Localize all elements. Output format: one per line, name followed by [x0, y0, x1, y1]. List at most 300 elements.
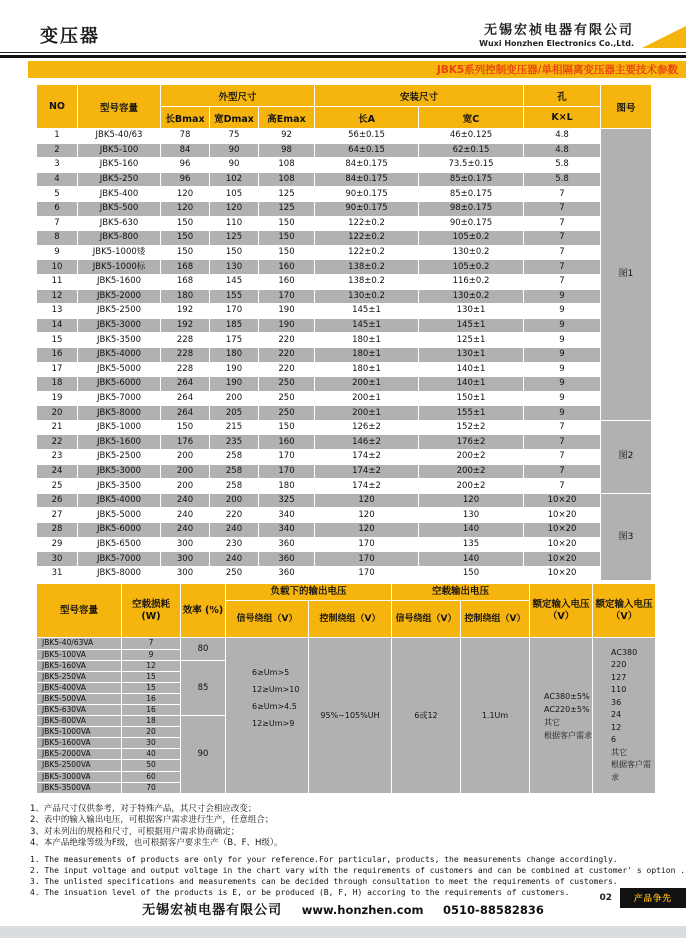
page-number: 02: [599, 893, 612, 903]
col-header-rated-input-1: 额定输入电压（V）: [530, 584, 592, 637]
elec-model-cell: JBK5-3000VA: [37, 772, 121, 782]
dim-cell: 24: [37, 465, 77, 479]
dim-cell: 200: [176, 480, 194, 491]
dim-cell: 120: [315, 494, 418, 508]
dim-cell: 9: [524, 290, 600, 304]
elec-table-body: [37, 638, 655, 792]
rated-input-voltage-cell-1-line: 其它: [544, 717, 561, 727]
dim-cell: 138±0.2: [315, 260, 418, 274]
dim-cell: 3: [54, 159, 60, 170]
dim-cell: 120: [161, 202, 209, 216]
note-en-line: 4. The insuation level of the products is E, or be produced (B, F, H) accoring to the requirements of customers.: [30, 887, 570, 897]
col-header-rated-input-2: 额定输入电压（V）: [593, 584, 655, 637]
rated-input-voltage-cell-1: [530, 638, 592, 792]
elec-loss-cell: 18: [122, 716, 180, 726]
col-header-hole-kl: K×L: [524, 107, 600, 128]
company-name-en: Wuxi Honzhen Electronics Co.,Ltd.: [479, 38, 634, 48]
rated-input-voltage-cell-1-line: AC220±5%: [544, 704, 590, 714]
dim-cell: 29: [51, 538, 63, 549]
dim-cell: 160: [259, 435, 314, 449]
dim-cell: 130±1: [456, 305, 486, 316]
dim-cell: 10×20: [547, 509, 577, 520]
dim-cell: 120: [358, 509, 375, 520]
dim-cell: 7: [559, 451, 565, 462]
elec-model-cell: JBK5-500VA: [37, 694, 121, 704]
dim-table-row: [37, 538, 651, 552]
dim-cell: 130±0.2: [315, 290, 418, 304]
dim-cell: 228: [161, 348, 209, 362]
col-header-width-c: 宽C: [419, 107, 523, 128]
dim-cell: JBK5-4000: [78, 348, 160, 362]
dim-cell: 174±2: [352, 451, 381, 462]
elec-loss-cell: 15: [122, 683, 180, 693]
dim-cell: 16: [37, 348, 77, 362]
dim-table-row: [37, 260, 651, 274]
dim-table-row: [37, 129, 651, 143]
dim-cell: JBK5-160: [99, 159, 139, 170]
dim-cell: 145±1: [419, 319, 523, 333]
dim-table-row: [37, 304, 651, 318]
dim-cell: 108: [278, 159, 295, 170]
dim-cell: JBK5-1600: [78, 435, 160, 449]
dim-cell: 360: [278, 568, 295, 579]
dim-table-row: [37, 392, 651, 406]
dim-cell: 130±1: [419, 348, 523, 362]
elec-loss-cell: 15: [122, 672, 180, 682]
col-header-noload-control-winding: 控制绕组（V）: [461, 601, 529, 637]
dim-cell: JBK5-3000: [78, 319, 160, 333]
dim-cell: 7: [524, 202, 600, 216]
dim-cell: 7: [559, 188, 565, 199]
dim-cell: 175: [225, 334, 243, 345]
col-header-noload-loss: 空载损耗(W): [122, 584, 180, 637]
dim-cell: 176: [161, 435, 209, 449]
dim-cell: 220: [225, 509, 243, 520]
dim-cell: 205: [210, 406, 258, 420]
dim-cell: 5.8: [524, 173, 600, 187]
dim-cell: 180: [210, 348, 258, 362]
dim-cell: 325: [259, 494, 314, 508]
dim-cell: JBK5-630: [99, 217, 139, 228]
dim-cell: 150: [225, 247, 243, 258]
dim-cell: 17: [51, 363, 63, 374]
dim-cell: JBK5-500: [78, 202, 160, 216]
dim-cell: 27: [51, 509, 63, 520]
elec-loss-cell: 70: [122, 783, 180, 793]
dim-table-row: [37, 246, 651, 260]
note-cn-line: 2、表中的输入输出电压，可根据客户需求进行生产，任意组合；: [30, 815, 274, 826]
dim-cell: 200±1: [352, 392, 381, 403]
dim-cell: 138±0.2: [348, 276, 385, 287]
dim-cell: 174±2: [352, 480, 381, 491]
dim-cell: JBK5-800: [78, 231, 160, 245]
dim-cell: 170: [259, 465, 314, 479]
dim-cell: 140: [419, 552, 523, 566]
dim-cell: 192: [161, 319, 209, 333]
dim-table-row: [37, 144, 651, 158]
dim-cell: 11: [51, 276, 63, 287]
dim-cell: 12: [37, 290, 77, 304]
dim-cell: 170: [358, 538, 375, 549]
dim-cell: 170: [315, 552, 418, 566]
dim-cell: 340: [259, 523, 314, 537]
dim-cell: 8: [37, 231, 77, 245]
dim-cell: 28: [37, 523, 77, 537]
dim-cell: 90±0.175: [449, 217, 493, 228]
dim-cell: 250: [259, 406, 314, 420]
dim-cell: 116±0.2: [452, 276, 490, 287]
efficiency-cell: 90: [181, 716, 225, 793]
dim-cell: 150: [278, 247, 295, 258]
dim-cell: 7: [524, 435, 600, 449]
dim-cell: 10×20: [547, 568, 577, 579]
dim-cell: 360: [278, 538, 295, 549]
elec-model-cell: JBK5-2000VA: [37, 749, 121, 759]
dim-cell: 9: [524, 348, 600, 362]
notes-chinese: [30, 804, 686, 850]
note-en-line: 3. The unlisted specifications and measurements can be decided through consultation to meet the requirements of customers.: [30, 876, 618, 886]
dim-cell: 264: [161, 377, 209, 391]
dim-cell: 105±0.2: [419, 231, 523, 245]
dim-cell: 155: [210, 290, 258, 304]
dim-cell: 122±0.2: [348, 217, 385, 228]
dim-cell: JBK5-6000: [78, 377, 160, 391]
col-header-width-dmax: 宽Dmax: [210, 107, 258, 128]
elec-model-cell: JBK5-1600VA: [37, 738, 121, 748]
dim-cell: 200: [210, 494, 258, 508]
col-group-noload-output: 空载输出电压: [392, 584, 529, 600]
dim-cell: 150: [278, 217, 295, 228]
dim-cell: 180±1: [352, 334, 381, 345]
dimensions-table-head: [37, 85, 651, 128]
dim-cell: 185: [210, 319, 258, 333]
figure-label: 图1: [601, 129, 651, 420]
dim-cell: 9: [559, 305, 565, 316]
dim-table-row: [37, 508, 651, 522]
dim-table-row: [37, 435, 651, 449]
dim-cell: 78: [179, 130, 191, 141]
dim-cell: JBK5-3500: [96, 480, 142, 491]
notes-english: [30, 854, 686, 898]
dim-cell: 120: [176, 188, 194, 199]
dim-cell: 228: [176, 363, 194, 374]
dim-cell: 110: [225, 217, 243, 228]
elec-loss-cell: 12: [122, 661, 180, 671]
dim-cell: 62±0.15: [419, 144, 523, 158]
rated-input-voltage-cell-2-line: 根据客户需求: [611, 760, 652, 782]
dim-cell: 46±0.125: [449, 130, 493, 141]
dim-cell: 180±1: [352, 363, 381, 374]
dim-cell: 180: [278, 480, 295, 491]
dim-table-body: [37, 129, 651, 580]
dim-cell: JBK5-5000: [96, 509, 142, 520]
dim-cell: 105±0.2: [419, 260, 523, 274]
dim-cell: 130: [210, 260, 258, 274]
dim-table-row: [37, 523, 651, 537]
dim-cell: 125: [259, 202, 314, 216]
dim-cell: 14: [37, 319, 77, 333]
efficiency-cell: 85: [181, 661, 225, 715]
header-rule-thick: [0, 55, 686, 58]
dim-cell: JBK5-400: [99, 188, 139, 199]
dim-cell: 19: [51, 392, 63, 403]
tables-area: [36, 84, 651, 794]
dim-cell: JBK5-7000: [78, 552, 160, 566]
dim-cell: 5.8: [555, 159, 569, 170]
dim-cell: 264: [176, 392, 194, 403]
dim-cell: JBK5-250: [78, 173, 160, 187]
rated-input-voltage-cell-2-line: 24: [611, 710, 622, 720]
dim-cell: 250: [278, 392, 295, 403]
dim-cell: 235: [210, 435, 258, 449]
dim-cell: 155±1: [419, 406, 523, 420]
dim-cell: 7: [524, 260, 600, 274]
dim-table-row: [37, 494, 651, 508]
dim-cell: 105: [225, 188, 243, 199]
dim-cell: 21: [51, 422, 63, 433]
load-signal-winding-cell-line: 6≥Um>5: [252, 668, 290, 678]
elec-loss-cell: 40: [122, 749, 180, 759]
col-header-figure: 图号: [601, 85, 651, 128]
dim-cell: JBK5-1000矮: [92, 247, 146, 258]
dim-cell: 90: [210, 144, 258, 158]
dim-cell: 180±1: [315, 348, 418, 362]
dim-cell: JBK5-2500: [96, 451, 142, 462]
page-header: [0, 0, 686, 78]
efficiency-cell: 80: [181, 638, 225, 659]
dim-cell: 130±0.2: [452, 247, 490, 258]
dim-cell: 160: [278, 276, 295, 287]
dim-table-row: [37, 421, 651, 435]
dim-cell: 7: [559, 247, 565, 258]
dim-cell: 73.5±0.15: [448, 159, 494, 170]
dim-table-row: [37, 465, 651, 479]
slogan-badge: 产品争先: [620, 888, 686, 908]
dim-table-row: [37, 217, 651, 231]
dim-cell: 200±1: [315, 377, 418, 391]
dim-cell: JBK5-1600: [96, 276, 142, 287]
dim-cell: 192: [176, 305, 194, 316]
col-header-noload-signal-winding: 信号绕组（V）: [392, 601, 460, 637]
col-header-load-control-winding: 控制绕组（V）: [309, 601, 391, 637]
dim-table-row: [37, 348, 651, 362]
dim-cell: 135: [462, 538, 480, 549]
elec-model-cell: JBK5-40/63VA: [37, 638, 121, 648]
col-header-length-a: 长A: [315, 107, 418, 128]
note-en-line: 2. The input voltage and output voltage in the chart vary with the requirements of customers and can be combined at customer' s option .: [30, 865, 686, 875]
dim-cell: 160: [259, 260, 314, 274]
dim-cell: 300: [161, 552, 209, 566]
dim-cell: 85±0.175: [419, 173, 523, 187]
dim-cell: 4.8: [524, 144, 600, 158]
dim-cell: 7: [559, 276, 565, 287]
dim-cell: 168: [161, 260, 209, 274]
dim-table-row: [37, 450, 651, 464]
dim-cell: 150: [462, 568, 480, 579]
dim-cell: 150: [278, 422, 295, 433]
dim-cell: 56±0.15: [348, 130, 385, 141]
dim-cell: 2: [37, 144, 77, 158]
dim-cell: 1: [54, 130, 60, 141]
dim-cell: JBK5-8000: [96, 568, 142, 579]
note-cn-line: 3、对未列出的规格和尺寸，可根据用户需求协商确定；: [30, 826, 240, 837]
figure-label: 图2: [601, 421, 651, 493]
elec-model-cell: JBK5-630VA: [37, 705, 121, 715]
rated-input-voltage-cell-2-line: 36: [611, 697, 622, 707]
dim-cell: 125: [278, 188, 295, 199]
note-cn-line: 1、产品尺寸仅供参考，对于特殊产品，其尺寸会相应改变；: [30, 803, 257, 814]
dim-cell: JBK5-7000: [96, 392, 142, 403]
load-signal-winding-cell: [226, 638, 308, 792]
dim-cell: 150: [161, 231, 209, 245]
dim-table-row: [37, 187, 651, 201]
dim-cell: 7: [524, 465, 600, 479]
col-header-efficiency: 效率 (%): [181, 584, 225, 637]
dim-cell: 145: [225, 276, 243, 287]
elec-model-cell: JBK5-800VA: [37, 716, 121, 726]
dim-cell: 150±1: [456, 392, 486, 403]
noload-control-winding-cell: 1.1Um: [461, 638, 529, 792]
dim-table-row: [37, 567, 651, 581]
dim-cell: JBK5-40/63: [95, 130, 143, 141]
dim-cell: 98±0.175: [419, 202, 523, 216]
load-control-winding-cell: 95%~105%UH: [309, 638, 391, 792]
dim-cell: 228: [176, 334, 194, 345]
note-cn-line: 4、本产品绝缘等级为F级，也可根据客户要求生产（B、F、H级）。: [30, 838, 283, 849]
elec-loss-cell: 30: [122, 738, 180, 748]
dim-cell: JBK5-3500: [96, 334, 142, 345]
dim-cell: 7: [524, 231, 600, 245]
footer-phone: 0510-88582836: [443, 903, 544, 917]
dim-cell: 90±0.175: [315, 202, 418, 216]
rated-input-voltage-cell-2-line: 220: [611, 660, 627, 670]
dim-cell: 85±0.175: [449, 188, 493, 199]
elec-loss-cell: 9: [122, 650, 180, 660]
elec-loss-cell: 16: [122, 694, 180, 704]
col-header-model2: 型号容量: [37, 584, 121, 637]
dim-cell: 170: [278, 451, 295, 462]
dim-table-row: [37, 552, 651, 566]
dim-cell: 18: [37, 377, 77, 391]
dim-cell: 140±1: [456, 363, 486, 374]
figure-label: 图3: [601, 494, 651, 581]
dim-cell: 250: [225, 568, 243, 579]
dim-table-row: [37, 275, 651, 289]
rated-input-voltage-cell-2-line: 110: [611, 685, 627, 695]
rated-input-voltage-cell-2-line: 其它: [611, 747, 628, 757]
dim-cell: 200±1: [315, 406, 418, 420]
dim-cell: 7: [559, 217, 565, 228]
elec-model-cell: JBK5-160VA: [37, 661, 121, 671]
company-name-cn: 无锡宏祯电器有限公司: [483, 22, 634, 38]
dim-cell: 9: [54, 247, 60, 258]
electrical-table-head: [37, 584, 655, 637]
dim-table-row: [37, 319, 651, 333]
dim-cell: 13: [51, 305, 63, 316]
dim-cell: 190: [278, 305, 295, 316]
col-header-height-emax: 高Emax: [259, 107, 314, 128]
dim-cell: 10: [37, 260, 77, 274]
dim-cell: JBK5-3000: [78, 465, 160, 479]
col-group-load-output: 负载下的输出电压: [226, 584, 391, 600]
rated-input-voltage-cell-2-line: AC380: [611, 647, 638, 657]
dim-cell: 9: [524, 377, 600, 391]
rated-input-voltage-cell-1-line: 根据客户需求: [544, 730, 593, 740]
dim-cell: 84±0.175: [345, 159, 388, 170]
col-group-outer-size: 外型尺寸: [161, 85, 314, 106]
load-signal-winding-cell-line: 12≥Um>9: [252, 719, 295, 729]
dim-cell: 258: [210, 465, 258, 479]
dim-cell: JBK5-5000: [96, 363, 142, 374]
dim-cell: 240: [161, 494, 209, 508]
dim-cell: 25: [51, 480, 63, 491]
dim-cell: 190: [259, 319, 314, 333]
elec-model-cell: JBK5-3500VA: [37, 783, 121, 793]
dim-cell: 146±2: [315, 435, 418, 449]
dim-cell: JBK5-2500: [96, 305, 142, 316]
dim-cell: JBK5-1000: [96, 422, 142, 433]
col-group-hole: 孔: [524, 85, 600, 106]
dim-cell: 258: [225, 480, 243, 491]
page-title: 变压器: [40, 26, 100, 47]
dim-cell: 240: [176, 509, 194, 520]
dim-cell: 7: [559, 480, 565, 491]
notes-section: [30, 804, 686, 898]
elec-model-cell: JBK5-250VA: [37, 672, 121, 682]
dim-table-row: [37, 290, 651, 304]
dim-cell: 98: [259, 144, 314, 158]
dim-cell: 7: [559, 422, 565, 433]
elec-model-cell: JBK5-400VA: [37, 683, 121, 693]
dim-cell: 360: [259, 552, 314, 566]
rated-input-voltage-cell-1-line: AC380±5%: [544, 691, 590, 701]
dim-cell: 7: [54, 217, 60, 228]
footer-website[interactable]: www.honzhen.com: [301, 903, 424, 917]
dim-cell: 120: [419, 494, 523, 508]
dim-cell: 84±0.175: [315, 173, 418, 187]
dim-cell: 10×20: [524, 494, 600, 508]
dim-cell: 152±2: [456, 422, 486, 433]
rated-input-voltage-cell-2: [593, 638, 655, 792]
dim-cell: 31: [51, 568, 63, 579]
dim-cell: 96: [179, 159, 191, 170]
dim-cell: 190: [225, 363, 243, 374]
dim-cell: 300: [176, 568, 194, 579]
dim-table-row: [37, 377, 651, 391]
dim-cell: 240: [210, 523, 258, 537]
dim-cell: 220: [278, 363, 295, 374]
dim-cell: 200±2: [456, 451, 486, 462]
dim-cell: 240: [210, 552, 258, 566]
elec-loss-cell: 20: [122, 727, 180, 737]
dim-cell: 108: [259, 173, 314, 187]
dim-cell: 176±2: [419, 435, 523, 449]
bottom-strip-decoration: [0, 926, 686, 938]
col-header-length-bmax: 长Bmax: [161, 107, 209, 128]
dim-cell: 215: [225, 422, 243, 433]
company-block: [479, 24, 676, 48]
dim-cell: 200: [161, 465, 209, 479]
dim-cell: 102: [210, 173, 258, 187]
dim-cell: 200±2: [456, 480, 486, 491]
dim-cell: 125: [210, 231, 258, 245]
dim-cell: 200: [225, 392, 243, 403]
dim-cell: 220: [278, 334, 295, 345]
dim-cell: 10×20: [524, 523, 600, 537]
dim-cell: 200±2: [419, 465, 523, 479]
dim-cell: 64±0.15: [315, 144, 418, 158]
dim-table-row: [37, 202, 651, 216]
